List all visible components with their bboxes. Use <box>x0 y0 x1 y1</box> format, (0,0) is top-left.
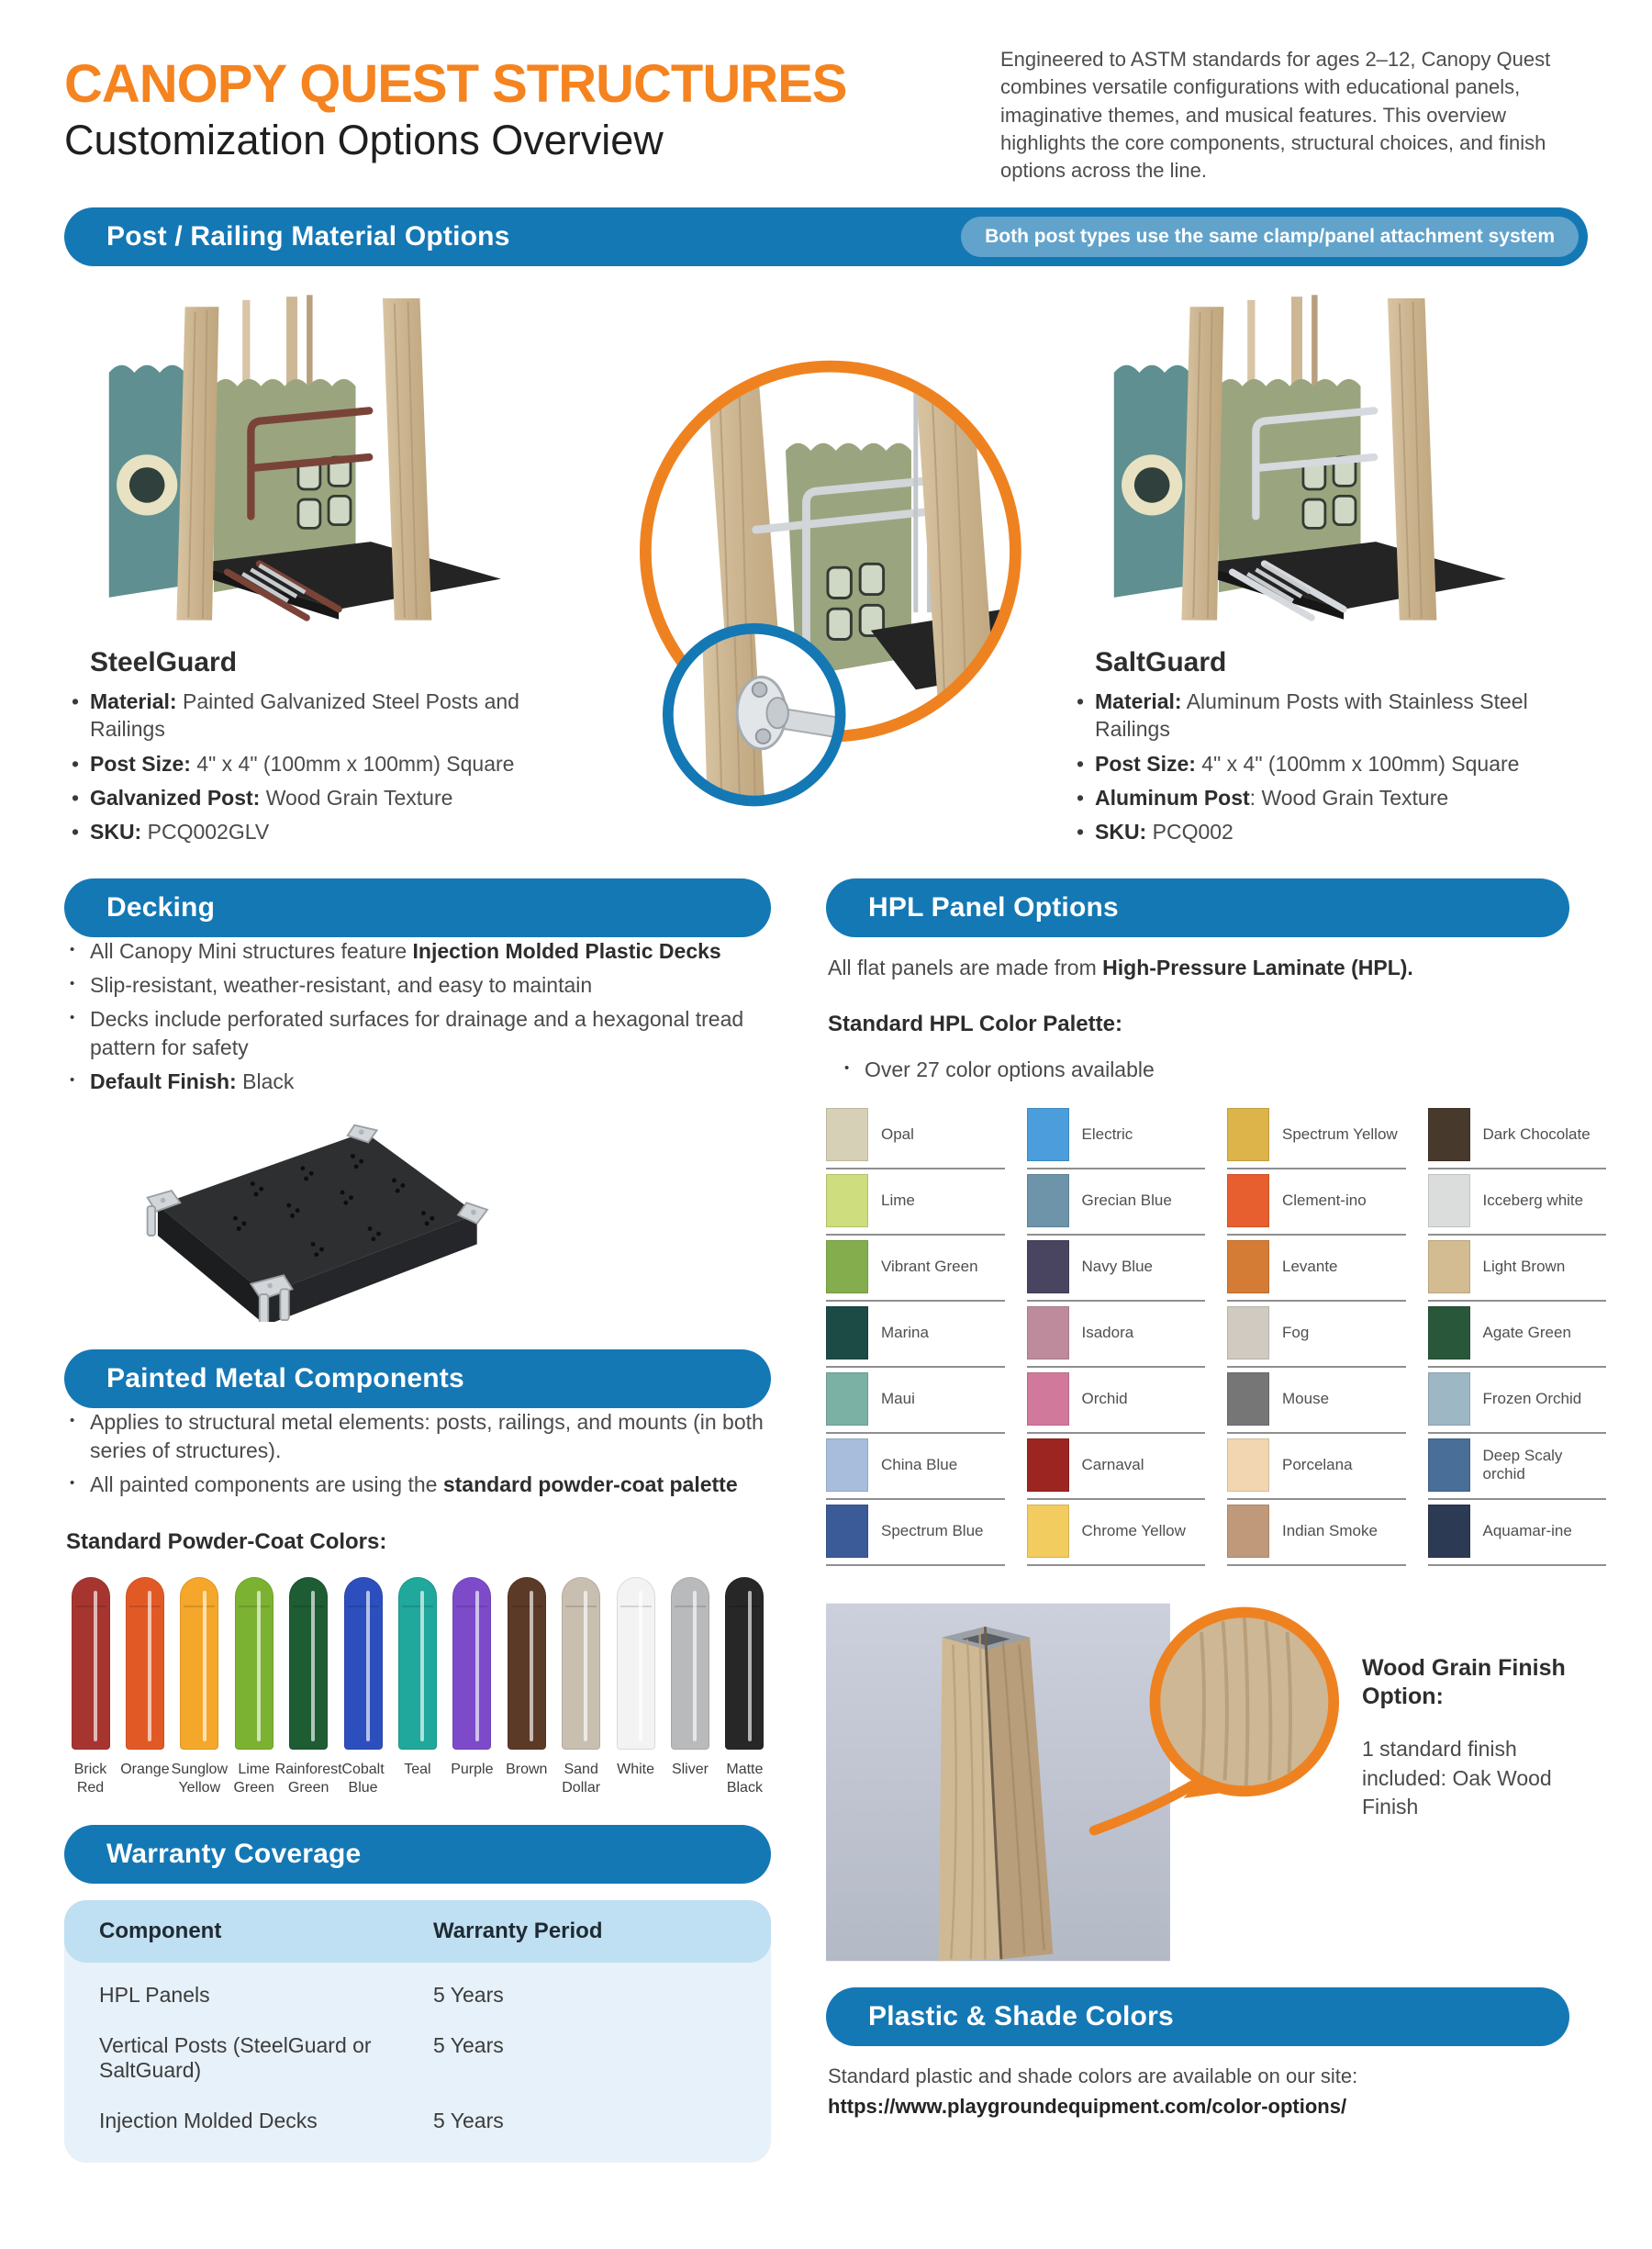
section-title: HPL Panel Options <box>868 891 1119 923</box>
hpl-color-cell <box>826 1302 1005 1368</box>
hpl-color-name: Spectrum Blue <box>881 1521 984 1539</box>
hpl-color-cell <box>826 1434 1005 1500</box>
hpl-color-name: Mouse <box>1282 1389 1330 1407</box>
hpl-color-name: Maui <box>881 1389 915 1407</box>
hpl-color-name: Navy Blue <box>1081 1257 1153 1275</box>
powder-color-name: Teal <box>404 1762 431 1778</box>
hpl-availability-list <box>839 1056 1588 1083</box>
hpl-color-name: Indian Smoke <box>1282 1521 1378 1539</box>
bullet-item: • Default Finish: Black <box>64 1068 771 1095</box>
powder-coat-label: Standard Powder-Coat Colors: <box>66 1529 387 1555</box>
hpl-color-swatch <box>1428 1438 1470 1492</box>
wood-grain-heading: Wood Grain Finish Option: <box>1362 1654 1566 1710</box>
hpl-color-cell <box>826 1236 1005 1302</box>
section-bar-warranty <box>64 1825 771 1884</box>
powder-color-item <box>173 1577 226 1796</box>
hpl-color-swatch <box>826 1306 868 1359</box>
powder-post-swatch <box>344 1577 383 1750</box>
hpl-color-swatch <box>1428 1174 1470 1227</box>
hpl-color-swatch <box>1227 1108 1269 1161</box>
saltguard-bullet-list <box>1069 688 1537 846</box>
hpl-color-cell <box>1027 1169 1206 1236</box>
bullet-item: • SKU: PCQ002 <box>1069 818 1537 845</box>
hpl-color-name: Orchid <box>1081 1389 1128 1407</box>
steelguard-heading: SteelGuard <box>90 646 238 677</box>
bullet-item: • All painted components are using the standard powder-coat palette <box>64 1471 771 1498</box>
bullet-item: • SKU: PCQ002GLV <box>64 818 532 845</box>
page-title: CANOPY QUEST STRUCTURES <box>64 54 847 114</box>
hpl-color-name: Isadora <box>1081 1323 1134 1341</box>
powder-color-item <box>337 1577 389 1796</box>
powder-post-swatch <box>398 1577 437 1750</box>
warranty-table-body <box>64 1963 771 2163</box>
hpl-color-swatch <box>826 1505 868 1558</box>
hpl-color-name: Grecian Blue <box>1081 1191 1172 1209</box>
hpl-intro: All flat panels are made from High-Pressure Laminate (HPL). <box>828 955 1413 979</box>
section-bar-decking <box>64 878 771 937</box>
powder-color-name: Cobalt Blue <box>341 1762 385 1796</box>
section-bar-hpl <box>826 878 1569 937</box>
warranty-period-cell: 5 Years <box>433 2032 504 2057</box>
warranty-period-cell: 5 Years <box>433 1982 504 2007</box>
hpl-color-swatch <box>1027 1438 1069 1492</box>
hpl-color-swatch <box>826 1174 868 1227</box>
powder-color-name: Matte Black <box>726 1762 764 1796</box>
hpl-color-name: Spectrum Yellow <box>1282 1124 1398 1143</box>
left-column <box>64 878 771 2163</box>
powder-color-name: Orange <box>120 1762 170 1778</box>
decking-bullet-list <box>64 937 771 1096</box>
powder-color-name: Sand Dollar <box>562 1762 601 1796</box>
header <box>64 40 1588 185</box>
hpl-color-swatch <box>1027 1174 1069 1227</box>
powder-post-swatch <box>126 1577 164 1750</box>
hpl-color-swatch <box>1227 1306 1269 1359</box>
hpl-color-name: Electric <box>1081 1124 1133 1143</box>
warranty-col-component: Component <box>99 1918 222 1943</box>
powder-coat-swatch-row <box>64 1577 771 1796</box>
warranty-component-cell: HPL Panels <box>99 1982 210 2007</box>
hpl-color-name: Lime <box>881 1191 915 1209</box>
hpl-palette-label: Standard HPL Color Palette: <box>828 1011 1122 1036</box>
hpl-color-name: Dark Chocolate <box>1482 1124 1591 1143</box>
hpl-color-swatch <box>826 1438 868 1492</box>
hpl-color-swatch <box>1227 1372 1269 1426</box>
warranty-period-cell: 5 Years <box>433 2108 504 2132</box>
hpl-color-swatch <box>826 1108 868 1161</box>
hpl-color-name: Chrome Yellow <box>1081 1521 1186 1539</box>
post-options-row <box>64 281 1588 853</box>
hpl-color-cell <box>1428 1500 1607 1566</box>
hpl-color-name: Levante <box>1282 1257 1338 1275</box>
hpl-color-swatch <box>1227 1174 1269 1227</box>
hpl-color-cell <box>826 1368 1005 1434</box>
section-title: Warranty Coverage <box>106 1838 362 1869</box>
powder-color-item <box>609 1577 662 1796</box>
hpl-color-cell <box>1428 1368 1607 1434</box>
powder-color-name: Sliver <box>671 1762 709 1778</box>
warranty-table <box>64 1900 771 2163</box>
warranty-col-period: Warranty Period <box>433 1918 603 1943</box>
bullet-item: • All Canopy Mini structures feature Injection Molded Plastic Decks <box>64 937 771 965</box>
powder-post-swatch <box>671 1577 709 1750</box>
saltguard-column <box>1069 281 1588 853</box>
section-title: Post / Railing Material Options <box>106 220 510 252</box>
warranty-component-cell: Injection Molded Decks <box>99 2108 318 2132</box>
wood-grain-post-image <box>826 1601 1340 1964</box>
hpl-color-name: Porcelana <box>1282 1455 1353 1473</box>
hpl-color-name: Marina <box>881 1323 929 1341</box>
bullet-item: • Galvanized Post: Wood Grain Texture <box>64 784 532 811</box>
warranty-row <box>64 2020 771 2096</box>
attachment-detail-column <box>620 281 1032 853</box>
steelguard-column <box>64 281 583 853</box>
hpl-color-cell <box>1027 1103 1206 1169</box>
hpl-color-cell <box>1227 1500 1406 1566</box>
hpl-color-cell <box>1027 1302 1206 1368</box>
wood-grain-block <box>826 1601 1588 1964</box>
bullet-item: • Aluminum Post: Wood Grain Texture <box>1069 784 1537 811</box>
hpl-color-name: China Blue <box>881 1455 958 1473</box>
warranty-component-cell: Vertical Posts (SteelGuard or SaltGuard) <box>99 2032 372 2082</box>
powder-color-item <box>274 1577 342 1796</box>
hpl-color-swatch <box>1027 1505 1069 1558</box>
section-title: Decking <box>106 891 216 923</box>
hpl-color-cell <box>1227 1103 1406 1169</box>
powder-color-name: Lime Green <box>233 1762 274 1796</box>
hpl-color-swatch <box>1027 1306 1069 1359</box>
wood-grain-body: 1 standard finish included: Oak Wood Finish <box>1362 1737 1552 1818</box>
hpl-availability-bullet: • Over 27 color options available <box>839 1056 1588 1083</box>
powder-post-swatch <box>508 1577 546 1750</box>
powder-color-item <box>500 1577 553 1796</box>
hpl-color-swatch <box>1428 1108 1470 1161</box>
powder-color-item <box>719 1577 771 1796</box>
hpl-color-cell <box>1027 1236 1206 1302</box>
section-bar-painted-metal <box>64 1349 771 1408</box>
hpl-color-swatch <box>1227 1240 1269 1293</box>
hpl-color-name: Opal <box>881 1124 914 1143</box>
powder-color-item <box>664 1577 716 1796</box>
powder-post-swatch <box>562 1577 600 1750</box>
powder-color-item <box>446 1577 498 1796</box>
hpl-color-cell <box>1428 1434 1607 1500</box>
hpl-color-cell <box>1227 1434 1406 1500</box>
right-column <box>826 878 1591 2163</box>
hpl-color-grid <box>826 1103 1606 1566</box>
hpl-color-name: Aquamar-ine <box>1482 1521 1572 1539</box>
bullet-item: • Slip-resistant, weather-resistant, and easy to maintain <box>64 971 771 999</box>
powder-post-swatch <box>180 1577 218 1750</box>
powder-post-swatch <box>617 1577 655 1750</box>
hpl-color-swatch <box>1227 1505 1269 1558</box>
section-title: Painted Metal Components <box>106 1363 464 1394</box>
hpl-color-name: Icceberg white <box>1482 1191 1584 1209</box>
hpl-color-name: Carnaval <box>1081 1455 1144 1473</box>
section-bar-plastic-shade <box>826 1987 1569 2046</box>
hpl-color-name: Frozen Orchid <box>1482 1389 1582 1407</box>
main-columns <box>64 878 1591 2163</box>
powder-color-name: Rainforest Green <box>274 1762 342 1796</box>
hpl-color-cell <box>1428 1302 1607 1368</box>
hpl-color-swatch <box>1428 1505 1470 1558</box>
plastic-shade-line: Standard plastic and shade colors are available on our site: <box>828 2064 1358 2087</box>
hpl-color-swatch <box>1428 1306 1470 1359</box>
powder-post-swatch <box>72 1577 110 1750</box>
powder-color-item <box>228 1577 280 1796</box>
powder-color-item <box>64 1577 117 1796</box>
section-title: Plastic & Shade Colors <box>868 2000 1174 2031</box>
steelguard-bullet-list <box>64 688 532 846</box>
hpl-color-cell <box>1027 1434 1206 1500</box>
wood-grain-text <box>1362 1601 1582 1821</box>
hpl-color-swatch <box>1428 1240 1470 1293</box>
hpl-color-cell <box>826 1103 1005 1169</box>
warranty-table-header <box>64 1900 771 1963</box>
powder-post-swatch <box>289 1577 328 1750</box>
clamp-detail-zoom-image <box>620 338 1032 815</box>
warranty-row <box>64 1970 771 2020</box>
powder-color-item <box>391 1577 443 1796</box>
hpl-color-swatch <box>826 1240 868 1293</box>
hpl-color-cell <box>826 1169 1005 1236</box>
hpl-color-cell <box>1428 1169 1607 1236</box>
hpl-color-swatch <box>1428 1372 1470 1426</box>
bullet-item: • Post Size: 4" x 4" (100mm x 100mm) Square <box>64 750 532 778</box>
section-bar-post-railing <box>64 207 1588 266</box>
bullet-item: • Material: Aluminum Posts with Stainless Steel Railings <box>1069 688 1537 744</box>
powder-post-swatch <box>725 1577 764 1750</box>
hpl-color-cell <box>1227 1236 1406 1302</box>
powder-color-item <box>118 1577 171 1796</box>
saltguard-structure-image <box>1090 281 1568 634</box>
page-subtitle: Customization Options Overview <box>64 117 664 164</box>
hpl-color-name: Light Brown <box>1482 1257 1566 1275</box>
hpl-color-swatch <box>1027 1240 1069 1293</box>
hpl-color-cell <box>1428 1103 1607 1169</box>
powder-color-name: Purple <box>451 1762 494 1778</box>
hpl-color-name: Agate Green <box>1482 1323 1571 1341</box>
bullet-item: • Applies to structural metal elements: posts, railings, and mounts (in both series of structures). <box>64 1408 771 1464</box>
painted-bullet-list <box>64 1408 771 1498</box>
powder-color-item <box>555 1577 608 1796</box>
hpl-color-cell <box>1227 1302 1406 1368</box>
bullet-item: • Decks include perforated surfaces for drainage and a hexagonal tread pattern for safety <box>64 1005 771 1061</box>
bullet-item: • Material: Painted Galvanized Steel Posts and Railings <box>64 688 532 744</box>
hpl-color-swatch <box>826 1372 868 1426</box>
hpl-color-name: Clement-ino <box>1282 1191 1367 1209</box>
powder-post-swatch <box>452 1577 491 1750</box>
deck-image <box>84 1106 516 1322</box>
hpl-color-name: Vibrant Green <box>881 1257 978 1275</box>
color-options-url[interactable]: https://www.playgroundequipment.com/color-options/ <box>828 2094 1347 2118</box>
saltguard-heading: SaltGuard <box>1095 646 1227 677</box>
attachment-note-badge: Both post types use the same clamp/panel attachment system <box>961 217 1579 257</box>
steelguard-structure-image <box>85 281 563 634</box>
hpl-color-swatch <box>1227 1438 1269 1492</box>
hpl-color-cell <box>1428 1236 1607 1302</box>
header-titles <box>64 40 964 185</box>
powder-color-name: Sunglow Yellow <box>171 1762 228 1796</box>
hpl-color-name: Fog <box>1282 1323 1310 1341</box>
powder-color-name: Brown <box>506 1762 548 1778</box>
powder-color-name: White <box>617 1762 655 1778</box>
warranty-row <box>64 2096 771 2146</box>
hpl-color-cell <box>1027 1500 1206 1566</box>
hpl-color-cell <box>1227 1169 1406 1236</box>
bullet-item: • Post Size: 4" x 4" (100mm x 100mm) Square <box>1069 750 1537 778</box>
powder-post-swatch <box>235 1577 273 1750</box>
powder-color-name: Brick Red <box>73 1762 107 1796</box>
intro-paragraph: Engineered to ASTM standards for ages 2–12, Canopy Quest combines versatile configurations with educational panels, imaginative themes, and musical features. This overview highlights the core components, structural choices, and finish options across the line. <box>1000 48 1551 183</box>
hpl-color-swatch <box>1027 1108 1069 1161</box>
hpl-color-name: Deep Scaly orchid <box>1482 1446 1563 1483</box>
hpl-color-cell <box>1027 1368 1206 1434</box>
hpl-color-cell <box>826 1500 1005 1566</box>
hpl-color-swatch <box>1027 1372 1069 1426</box>
hpl-color-cell <box>1227 1368 1406 1434</box>
